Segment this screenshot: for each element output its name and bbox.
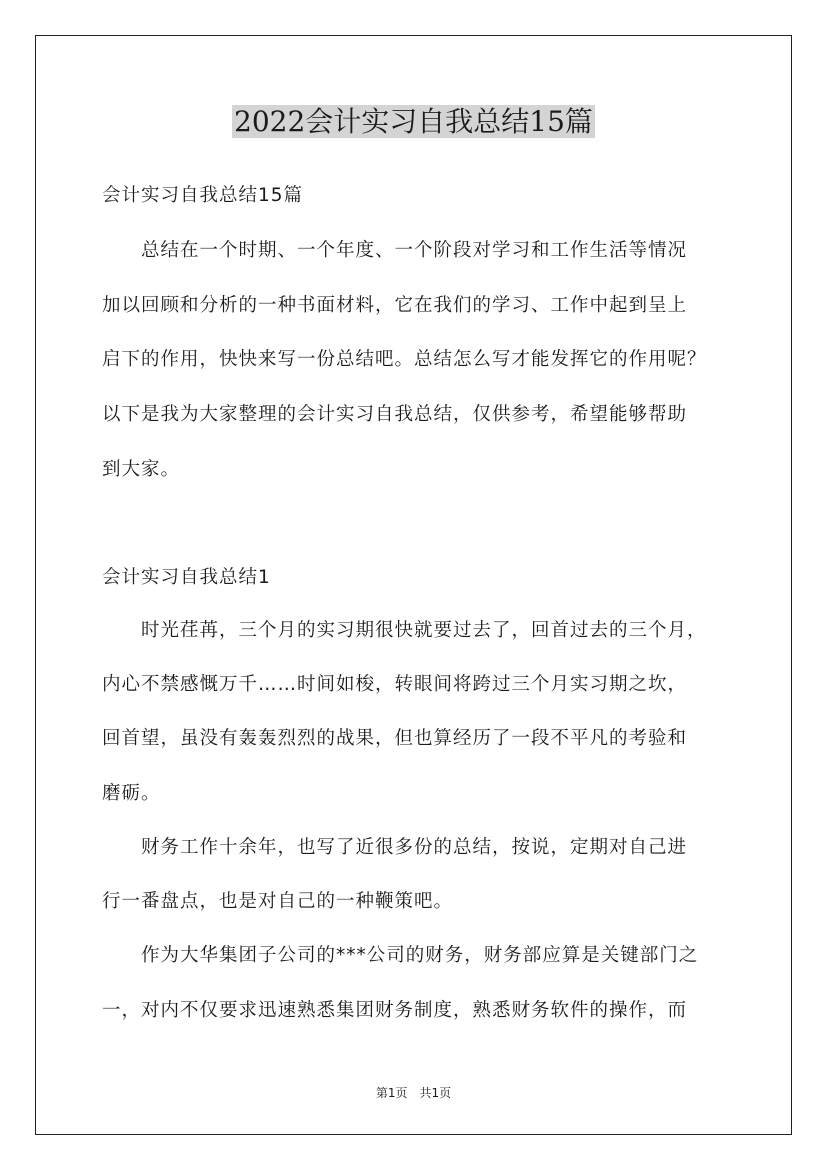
paragraph-line: 以下是我为大家整理的会计实习自我总结，仅供参考，希望能够帮助 xyxy=(102,404,688,425)
document-title-wrap xyxy=(0,100,827,144)
paragraph-line: 总结在一个时期、一个年度、一个阶段对学习和工作生活等情况 xyxy=(102,240,688,261)
paragraph-line: 到大家。 xyxy=(102,459,181,480)
paragraph-line: 财务工作十余年，也写了近很多份的总结，按说，定期对自己进 xyxy=(102,837,688,858)
subtitle: 会计实习自我总结15篇 xyxy=(102,185,304,206)
paragraph-line: 作为大华集团子公司的***公司的财务，财务部应算是关键部门之 xyxy=(102,945,699,966)
paragraph-line: 启下的作用，快快来写一份总结吧。总结怎么写才能发挥它的作用呢？ xyxy=(102,349,707,370)
page-number: 第1页 共1页 xyxy=(375,1086,452,1100)
document-title: 2022会计实习自我总结15篇 xyxy=(234,105,593,138)
paragraph-line: 时光荏苒，三个月的实习期很快就要过去了，回首过去的三个月， xyxy=(102,620,707,641)
paragraph-line: 回首望，虽没有轰轰烈烈的战果，但也算经历了一段不平凡的考验和 xyxy=(102,728,688,749)
paragraph-line: 磨砺。 xyxy=(102,783,161,804)
paragraph-line: 内心不禁感慨万千……时间如梭，转眼间将跨过三个月实习期之坎， xyxy=(102,674,688,695)
paragraph-line: 加以回顾和分析的一种书面材料，它在我们的学习、工作中起到呈上 xyxy=(102,295,688,316)
paragraph-line: 行一番盘点，也是对自己的一种鞭策吧。 xyxy=(102,891,454,912)
section-heading: 会计实习自我总结1 xyxy=(102,567,271,588)
paragraph-line: 一，对内不仅要求迅速熟悉集团财务制度，熟悉财务软件的操作，而 xyxy=(102,1000,688,1021)
